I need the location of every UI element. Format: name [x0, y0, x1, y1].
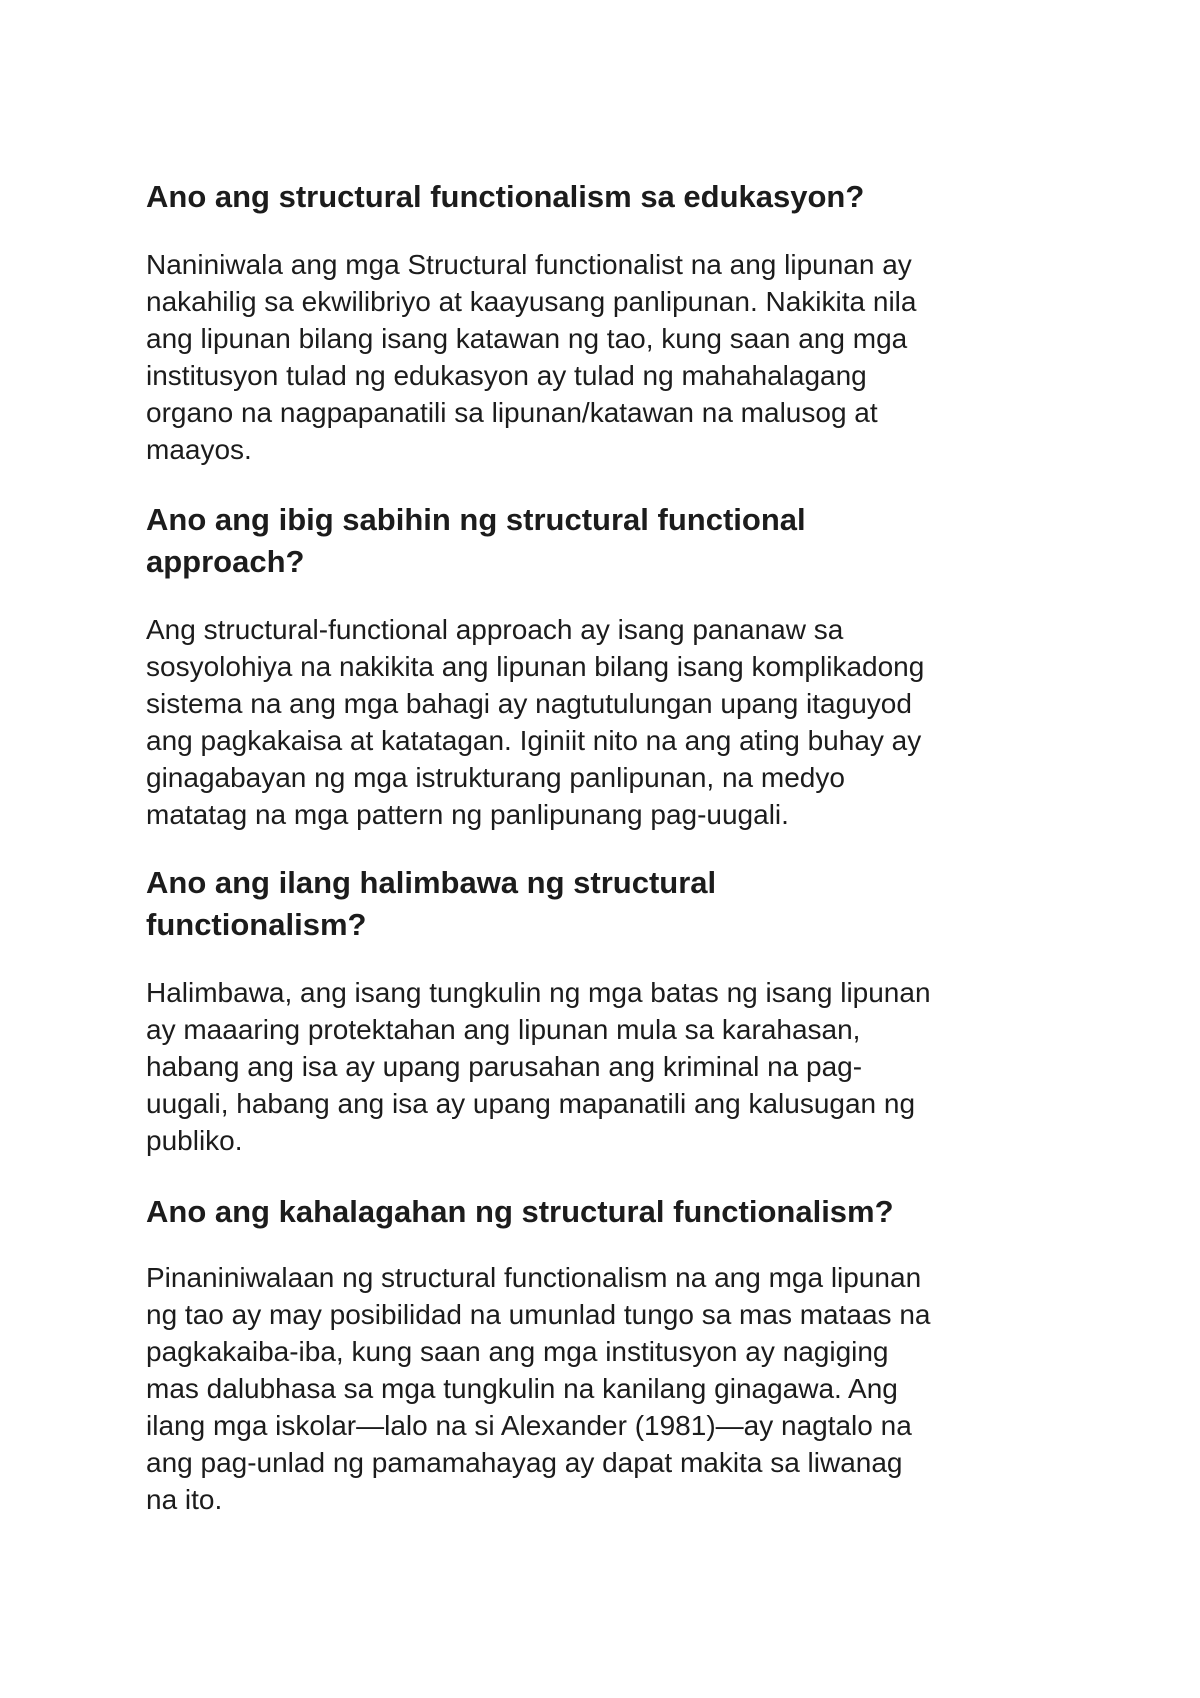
text-line: publiko.	[146, 1125, 243, 1156]
text-line: na ito.	[146, 1484, 223, 1515]
heading-line: Ano ang kahalagahan ng structural functionalism?	[146, 1194, 894, 1229]
text-line: mas dalubhasa sa mga tungkulin na kanilang ginagawa. Ang	[146, 1373, 898, 1404]
text-line: sistema na ang mga bahagi ay nagtutulungan upang itaguyod	[146, 688, 912, 719]
text-line: institusyon tulad ng edukasyon ay tulad ng mahahalagang	[146, 360, 867, 391]
paragraph-4	[146, 1259, 1106, 1518]
heading-line: Ano ang structural functionalism sa edukasyon?	[146, 179, 865, 214]
text-line: organo na nagpapanatili sa lipunan/katawan na malusog at	[146, 397, 878, 428]
text-line: ginagabayan ng mga istrukturang panlipunan, na medyo	[146, 762, 845, 793]
text-line: pagkakaiba-iba, kung saan ang mga institusyon ay nagiging	[146, 1336, 889, 1367]
text-line: habang ang isa ay upang parusahan ang kriminal na pag-	[146, 1051, 863, 1082]
heading-1	[146, 176, 1106, 218]
text-line: nakahilig sa ekwilibriyo at kaayusang panlipunan. Nakikita nila	[146, 286, 917, 317]
text-line: ay maaaring protektahan ang lipunan mula sa karahasan,	[146, 1014, 861, 1045]
text-line: Halimbawa, ang isang tungkulin ng mga batas ng isang lipunan	[146, 977, 931, 1008]
heading-line: approach?	[146, 544, 305, 579]
text-line: ang lipunan bilang isang katawan ng tao, kung saan ang mga	[146, 323, 908, 354]
paragraph-2	[146, 611, 1106, 833]
heading-3	[146, 862, 1106, 946]
text-line: ang pagkakaisa at katatagan. Iginiit nito na ang ating buhay ay	[146, 725, 922, 756]
paragraph-1	[146, 246, 1106, 468]
text-line: maayos.	[146, 434, 252, 465]
text-line: Pinaniniwalaan ng structural functionalism na ang mga lipunan	[146, 1262, 922, 1293]
text-line: Ang structural-functional approach ay isang pananaw sa	[146, 614, 844, 645]
heading-2	[146, 499, 1106, 583]
heading-line: functionalism?	[146, 907, 367, 942]
paragraph-3	[146, 974, 1106, 1159]
text-line: matatag na mga pattern ng panlipunang pag-uugali.	[146, 799, 789, 830]
heading-4	[146, 1191, 1106, 1233]
heading-line: Ano ang ilang halimbawa ng structural	[146, 865, 717, 900]
heading-line: Ano ang ibig sabihin ng structural functional	[146, 502, 806, 537]
text-line: ng tao ay may posibilidad na umunlad tungo sa mas mataas na	[146, 1299, 931, 1330]
text-line: sosyolohiya na nakikita ang lipunan bilang isang komplikadong	[146, 651, 925, 682]
text-line: uugali, habang ang isa ay upang mapanatili ang kalusugan ng	[146, 1088, 916, 1119]
text-line: ang pag-unlad ng pamamahayag ay dapat makita sa liwanag	[146, 1447, 903, 1478]
text-line: Naniniwala ang mga Structural functionalist na ang lipunan ay	[146, 249, 912, 280]
text-line: ilang mga iskolar—lalo na si Alexander (1981)—ay nagtalo na	[146, 1410, 912, 1441]
